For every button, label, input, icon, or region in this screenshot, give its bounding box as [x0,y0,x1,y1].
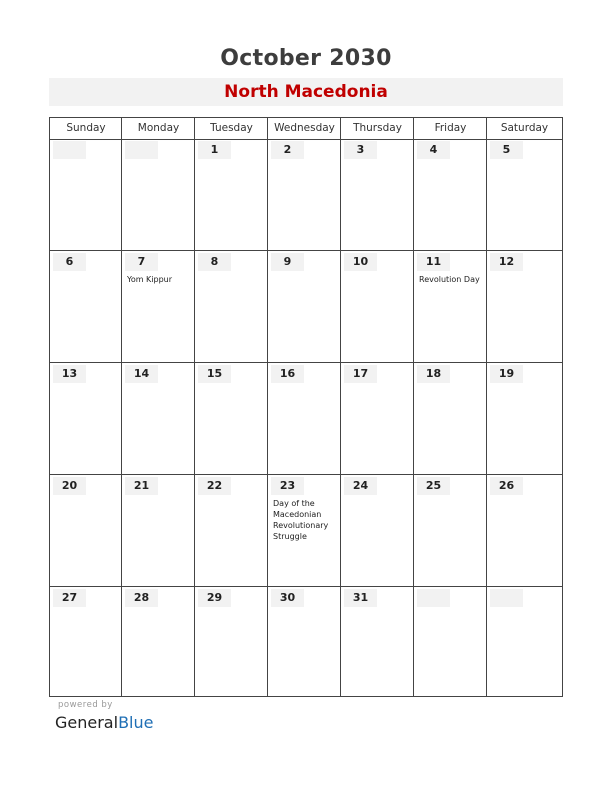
day-number: 4 [429,143,438,156]
holiday-label: Yom Kippur [127,275,173,284]
country-name: North Macedonia [224,82,388,102]
day-number-box [198,589,231,607]
day-number-box [125,141,158,159]
day-cell [122,139,194,250]
day-number-box [271,589,304,607]
weekday-header: Wednesday [274,122,335,134]
day-cell [268,139,340,250]
day-cell [487,139,559,250]
day-number-box [271,141,304,159]
day-cell [122,475,194,586]
day-number-box [490,141,523,159]
day-cell [50,363,122,474]
day-number: 23 [279,479,296,492]
day-cell [195,139,267,250]
brand-general: General [55,713,119,732]
day-number-box [198,365,231,383]
day-number: 14 [133,367,150,380]
day-cell [195,587,267,698]
day-cell [341,475,413,586]
day-cell [414,475,486,586]
day-number-box [125,589,158,607]
day-number: 18 [425,367,442,380]
day-cell [268,363,340,474]
day-cell [122,587,194,698]
day-number: 16 [279,367,296,380]
day-number-box [198,253,231,271]
day-number-box [125,253,158,271]
day-number: 31 [352,591,369,604]
day-number: 26 [498,479,515,492]
day-cell [414,363,486,474]
day-number-box [271,365,304,383]
day-number: 22 [206,479,223,492]
day-cell [487,251,559,362]
day-number: 5 [502,143,511,156]
weekday-header: Saturday [500,122,549,134]
day-number: 25 [425,479,442,492]
holiday-label: Revolution Day [419,275,480,284]
day-number-box [53,589,86,607]
day-number: 2 [283,143,292,156]
day-number-box [125,365,158,383]
powered-by-label: powered by [58,700,113,710]
day-number: 13 [61,367,78,380]
day-cell [50,139,122,250]
day-cell [268,251,340,362]
day-cell [122,363,194,474]
day-cell [341,587,413,698]
day-number: 12 [498,255,515,268]
day-cell [487,363,559,474]
day-number: 3 [356,143,365,156]
day-cell [487,475,559,586]
day-number [53,141,86,159]
day-number-box [490,477,523,495]
weekday-header: Friday [434,122,467,134]
day-number: 1 [210,143,219,156]
day-number: 9 [283,255,292,268]
weekday-header: Monday [137,122,180,134]
day-cell [414,139,486,250]
day-number [125,141,158,159]
page-title: October 2030 [220,46,392,71]
day-number: 24 [352,479,369,492]
day-number-box [125,477,158,495]
day-number-box [344,365,377,383]
day-number: 10 [352,255,369,268]
day-number-box [344,477,377,495]
day-cell [268,587,340,698]
calendar-grid [49,117,563,697]
day-number: 17 [352,367,369,380]
day-number-box [53,477,86,495]
day-number: 6 [65,255,74,268]
weekday-header: Sunday [66,122,106,134]
day-number-box [271,253,304,271]
day-number-box [417,365,450,383]
day-cell [268,475,340,586]
day-cell [122,251,194,362]
day-number-box [53,141,86,159]
day-number-box [271,477,304,495]
day-number: 27 [61,591,78,604]
day-cell [195,475,267,586]
day-number: 15 [206,367,223,380]
day-number: 29 [206,591,223,604]
day-number: 7 [137,255,146,268]
day-number-box [198,477,231,495]
day-cell [50,251,122,362]
day-number-box [344,589,377,607]
brand-blue: Blue [118,713,154,732]
day-number-box [490,589,523,607]
day-cell [487,587,559,698]
day-cell [341,363,413,474]
day-number-box [344,141,377,159]
day-number: 28 [133,591,150,604]
day-number: 30 [279,591,296,604]
day-cell [50,475,122,586]
day-number [417,589,450,607]
holiday-label: Day of the Macedonian Revolutionary Struggle [273,499,329,541]
day-cell [341,139,413,250]
day-cell [195,251,267,362]
day-number [490,589,523,607]
day-number-box [490,253,523,271]
day-number-box [417,141,450,159]
day-number-box [198,141,231,159]
day-cell [414,251,486,362]
country-banner [49,78,563,106]
day-number-box [344,253,377,271]
weekday-header: Thursday [353,122,402,134]
day-number: 19 [498,367,515,380]
day-number: 21 [133,479,150,492]
day-number: 8 [210,255,219,268]
brand-logo [55,713,153,732]
day-cell [195,363,267,474]
day-number-box [53,365,86,383]
day-number-box [53,253,86,271]
day-number-box [417,253,450,271]
day-number: 20 [61,479,78,492]
weekday-header: Tuesday [210,122,253,134]
day-number: 11 [425,255,442,268]
day-number-box [417,477,450,495]
day-number-box [490,365,523,383]
day-cell [341,251,413,362]
day-cell [414,587,486,698]
day-number-box [417,589,450,607]
day-cell [50,587,122,698]
